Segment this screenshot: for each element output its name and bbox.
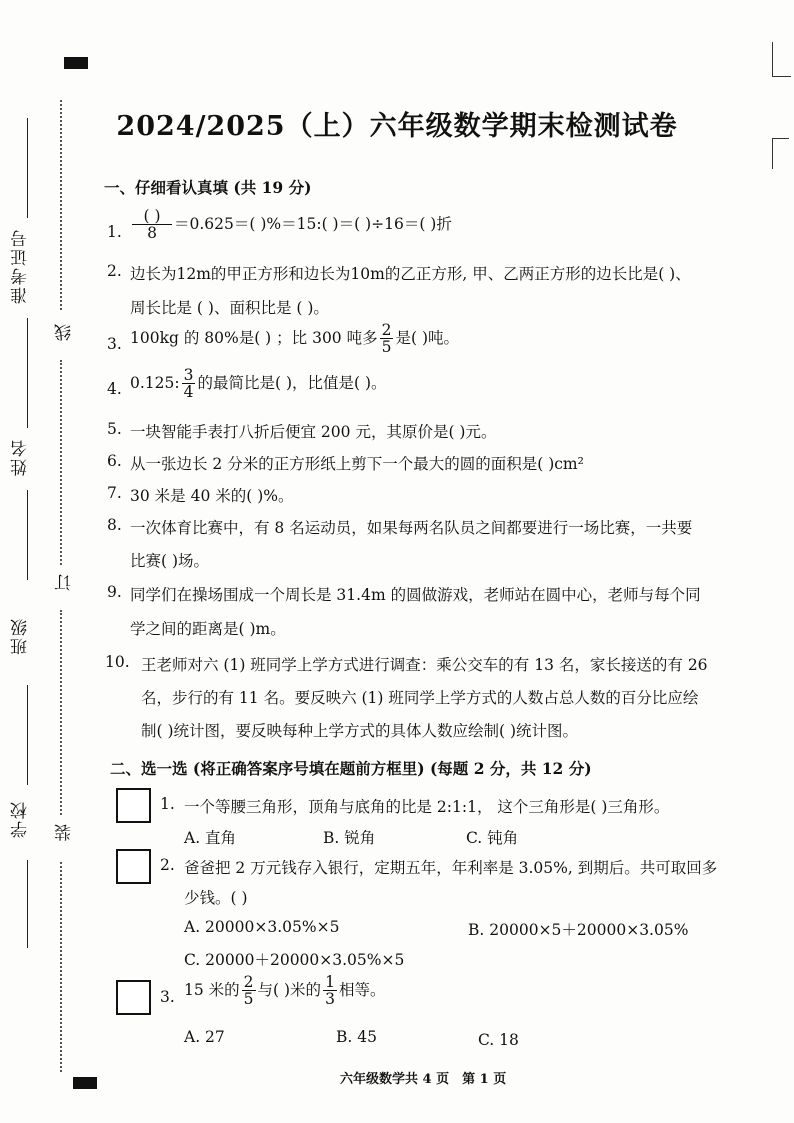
- mc3-option-a: A. 27: [184, 1028, 225, 1046]
- corner-mark-top: [772, 42, 791, 77]
- q10-line3: 制( )统计图，要反映每种上学方式的具体人数应绘制( )统计图。: [141, 722, 579, 740]
- q6-number: 6.: [107, 452, 122, 470]
- q3-fraction: [380, 322, 394, 356]
- binding-dotted-line-3: [60, 610, 62, 815]
- q1-fraction-numerator: ( ): [132, 208, 172, 225]
- q4-fraction-denominator: 4: [183, 383, 194, 402]
- q3-fraction-denominator: 5: [381, 338, 392, 357]
- q1-rest: ＝0.625＝( )%＝15:( )＝( )÷16＝( )折: [174, 214, 452, 233]
- mc2-line2: 少钱。( ): [184, 889, 248, 907]
- q2-line1: 边长为12m的甲正方形和边长为10m的乙正方形, 甲、乙两正方形的边长比是( )、: [130, 265, 691, 283]
- q5-text: 一块智能手表打八折后便宜 200 元，其原价是( )元。: [130, 423, 497, 441]
- mc3-fraction-1-denominator: 5: [243, 990, 254, 1009]
- mc1-option-b: B. 锐角: [323, 829, 376, 847]
- q1-number: 1.: [107, 223, 122, 241]
- binding-seal-char: 装: [55, 822, 75, 841]
- q10-line1: 王老师对六 (1) 班同学上学方式进行调查：乘公交车的有 13 名，家长接送的有 26: [141, 656, 708, 674]
- class-label: 班级: [11, 617, 31, 655]
- school-label: 学校: [11, 800, 31, 838]
- binding-line-char: 线: [55, 322, 75, 341]
- q1-fraction: [132, 208, 172, 242]
- mc3-fraction-2-denominator: 3: [325, 990, 335, 1009]
- section1-heading: 一、仔细看认真填 (共 19 分): [104, 178, 312, 197]
- q8-line2: 比赛( )场。: [130, 552, 210, 570]
- q1-text: [130, 208, 452, 242]
- q5-number: 5.: [107, 420, 122, 438]
- q4-fraction: [182, 367, 196, 401]
- q4-before: 0.125:: [130, 373, 180, 392]
- q1-fraction-denominator: 8: [147, 224, 157, 243]
- mc2-option-a: A. 20000×3.05%×5: [184, 918, 340, 936]
- q2-line2: 周长比是 ( )、面积比是 ( )。: [130, 299, 329, 317]
- mc1-number: 1.: [160, 795, 175, 813]
- q7-text: 30 米是 40 米的( )%。: [130, 487, 294, 505]
- binding-dotted-line-4: [60, 862, 62, 1072]
- mc3-after: 相等。: [338, 980, 386, 999]
- mc3-fraction-2: [323, 974, 337, 1008]
- class-write-line: [27, 490, 28, 580]
- mc3-before: 15 米的: [184, 980, 240, 999]
- mc3-fraction-2-numerator: 1: [325, 973, 335, 991]
- registration-mark-top: [64, 57, 88, 69]
- answer-box-3[interactable]: [116, 980, 151, 1015]
- page-title: 2024/2025（上）六年级数学期末检测试卷: [116, 111, 678, 142]
- mc3-option-c: C. 18: [478, 1031, 519, 1049]
- q10-number: 10.: [105, 653, 130, 671]
- q8-line1: 一次体育比赛中，有 8 名运动员，如果每两名队员之间都要进行一场比赛，一共要: [130, 519, 693, 537]
- q9-line2: 学之间的距离是( )m。: [130, 620, 286, 638]
- q7-number: 7.: [107, 484, 122, 502]
- mc3-fraction-1-numerator: 2: [243, 973, 254, 991]
- binding-dotted-line-2: [60, 360, 62, 565]
- q3-number: 3.: [107, 335, 122, 353]
- q3-after: 是( )吨。: [395, 328, 459, 347]
- mc1-text: 一个等腰三角形，顶角与底角的比是 2:1:1， 这个三角形是( )三角形。: [184, 798, 670, 816]
- exam-id-label: 准考证号: [11, 228, 31, 304]
- mc3-option-b: B. 45: [336, 1028, 377, 1046]
- mc3-mid: 与( )米的: [257, 980, 322, 999]
- mc2-option-c: C. 20000＋20000×3.05%×5: [184, 951, 405, 969]
- class-write-line-2: [27, 685, 28, 785]
- mc2-line1: 爸爸把 2 万元钱存入银行，定期五年，年利率是 3.05%, 到期后。共可取回多: [184, 859, 718, 877]
- binding-bind-char: 订: [55, 572, 75, 591]
- answer-box-1[interactable]: [116, 788, 151, 823]
- mc2-number: 2.: [160, 856, 175, 874]
- q3-before: 100kg 的 80%是( ) ；比 300 吨多: [130, 328, 378, 347]
- q3-fraction-numerator: 2: [381, 321, 392, 339]
- q4-number: 4.: [107, 380, 122, 398]
- section2-heading: 二、选一选 (将正确答案序号填在题前方框里) (每题 2 分，共 12 分): [110, 759, 592, 778]
- mc1-option-c: C. 钝角: [466, 829, 519, 847]
- registration-mark-bottom: [73, 1077, 97, 1089]
- mc3-fraction-1: [242, 974, 256, 1008]
- q4-fraction-numerator: 3: [183, 366, 194, 384]
- page-footer: 六年级数学共 4 页 第 1 页: [340, 1072, 507, 1087]
- q10-line2: 名，步行的有 11 名。要反映六 (1) 班同学上学方式的人数占总人数的百分比应绘: [141, 689, 699, 707]
- mc3-text: [184, 974, 385, 1008]
- mc3-number: 3.: [160, 988, 175, 1006]
- q9-number: 9.: [107, 583, 122, 601]
- q6-text: 从一张边长 2 分米的正方形纸上剪下一个最大的圆的面积是( )cm²: [130, 455, 584, 473]
- q4-text: [130, 367, 387, 401]
- mc1-option-a: A. 直角: [184, 829, 237, 847]
- q4-after: 的最简比是( )，比值是( )。: [197, 373, 387, 392]
- school-write-line: [27, 860, 28, 948]
- name-write-line: [27, 318, 28, 428]
- q9-line1: 同学们在操场围成一个周长是 31.4m 的圆做游戏，老师站在圆中心，老师与每个同: [130, 586, 701, 604]
- answer-box-2[interactable]: [116, 849, 151, 884]
- q2-number: 2.: [107, 262, 122, 280]
- q8-number: 8.: [107, 516, 122, 534]
- name-label: 姓名: [11, 438, 31, 476]
- q3-text: [130, 322, 459, 356]
- mc2-option-b: B. 20000×5＋20000×3.05%: [468, 921, 689, 939]
